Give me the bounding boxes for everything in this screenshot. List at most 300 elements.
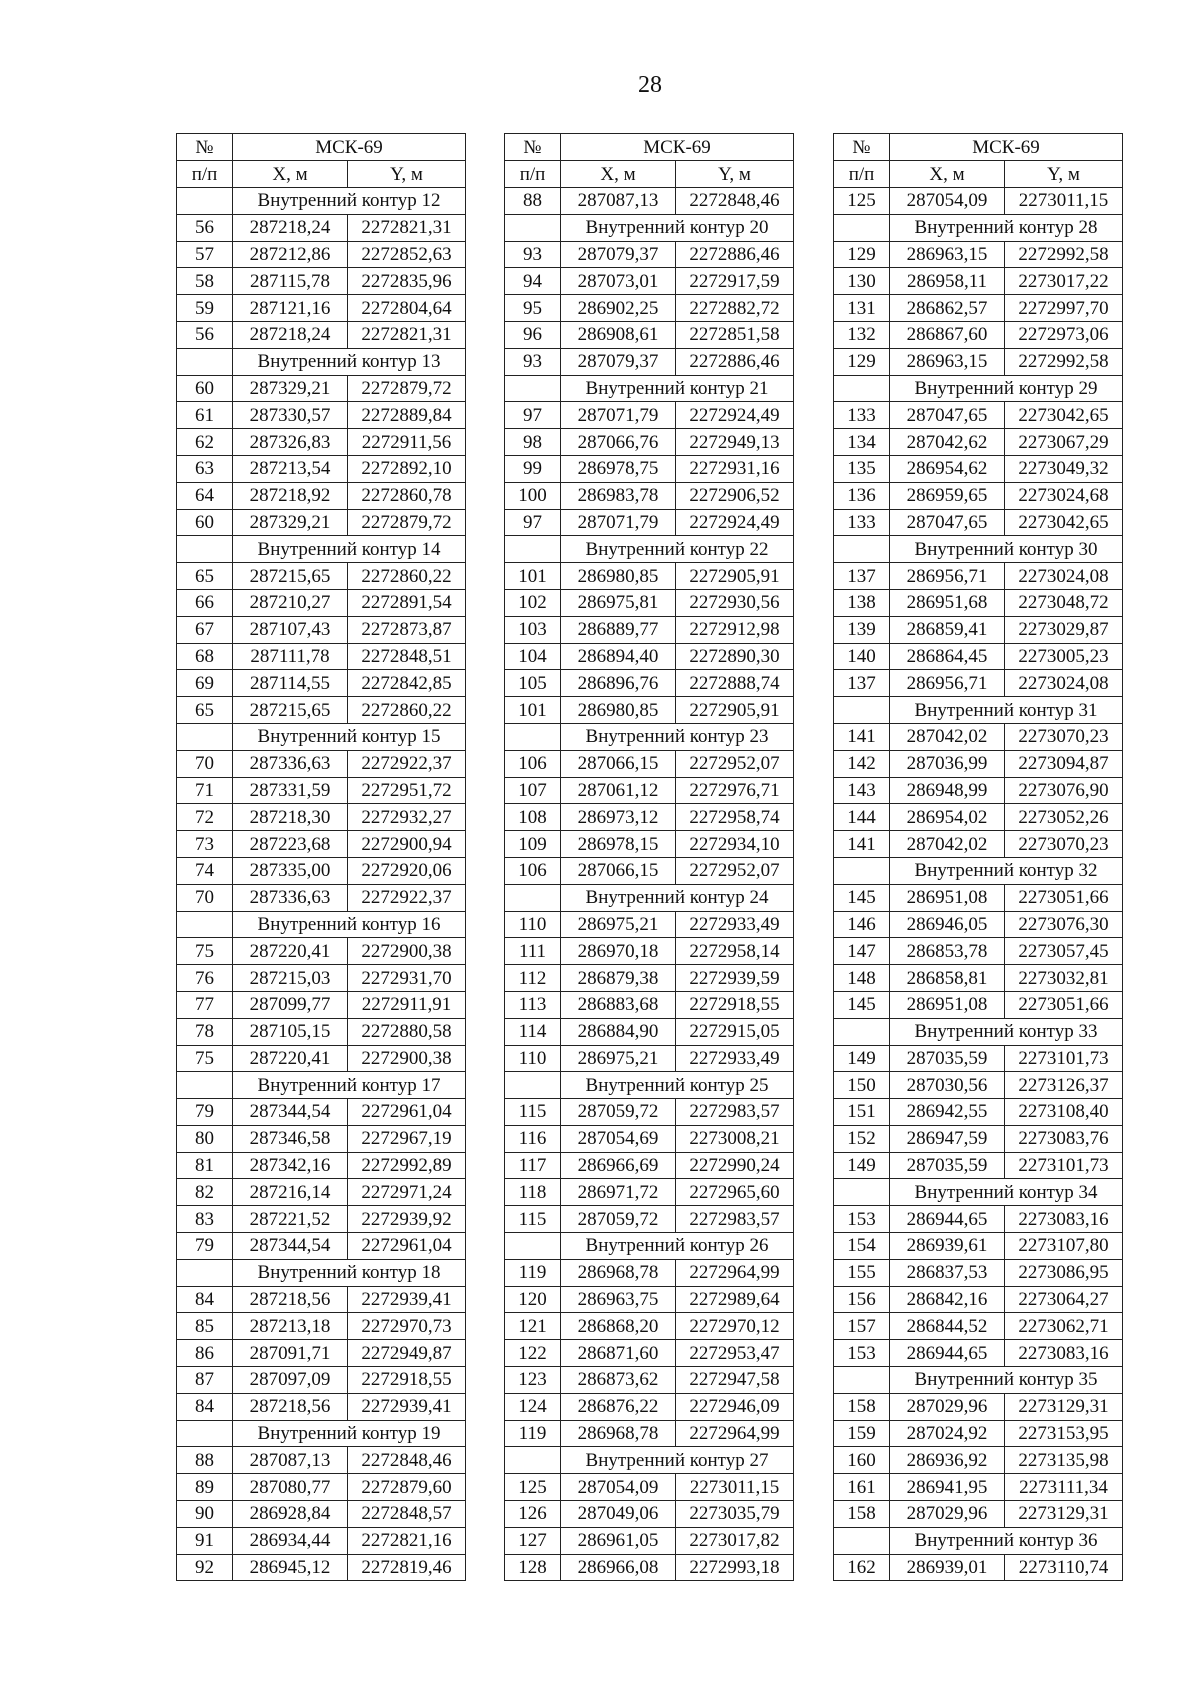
x-coordinate-cell: 287071,79 [561,509,676,536]
point-number-cell: 94 [505,268,561,295]
y-coordinate-cell: 2272971,24 [348,1179,466,1206]
table-row [177,214,466,241]
table-row [505,804,794,831]
table-row [505,697,794,724]
y-coordinate-cell: 2272912,98 [676,616,794,643]
point-number-cell: 141 [834,831,890,858]
y-coordinate-cell: 2273083,76 [1005,1125,1123,1152]
table-row [505,938,794,965]
table-row [505,616,794,643]
x-coordinate-cell: 286867,60 [890,321,1005,348]
point-number-cell: 95 [505,295,561,322]
table-row [505,911,794,938]
x-coordinate-cell: 286879,38 [561,965,676,992]
contour-title: Внутренний контур 26 [561,1233,794,1260]
table-row [505,643,794,670]
empty-cell [177,536,233,563]
table-row [177,831,466,858]
point-number-cell: 145 [834,884,890,911]
y-coordinate-cell: 2272970,12 [676,1313,794,1340]
x-coordinate-cell: 286876,22 [561,1393,676,1420]
table-row [834,295,1123,322]
point-number-cell: 110 [505,911,561,938]
table-row [505,268,794,295]
x-coordinate-cell: 287344,54 [233,1099,348,1126]
x-coordinate-cell: 287111,78 [233,643,348,670]
y-coordinate-cell: 2272989,64 [676,1286,794,1313]
empty-cell [177,1259,233,1286]
x-coordinate-cell: 287079,37 [561,241,676,268]
x-coordinate-cell: 287218,30 [233,804,348,831]
y-coordinate-cell: 2273083,16 [1005,1340,1123,1367]
table-row [505,1393,794,1420]
x-coordinate-cell: 286837,53 [890,1259,1005,1286]
contour-header-row [505,375,794,402]
point-number-cell: 156 [834,1286,890,1313]
y-coordinate-cell: 2273062,71 [1005,1313,1123,1340]
y-coordinate-cell: 2272879,72 [348,375,466,402]
y-coordinate-cell: 2272949,13 [676,429,794,456]
x-coordinate-cell: 286945,12 [233,1554,348,1581]
y-coordinate-cell: 2272886,46 [676,348,794,375]
x-coordinate-cell: 286859,41 [890,616,1005,643]
point-number-cell: 79 [177,1099,233,1126]
point-number-cell: 137 [834,563,890,590]
x-coordinate-cell: 286978,75 [561,455,676,482]
table-row [834,1206,1123,1233]
y-coordinate-cell: 2272964,99 [676,1259,794,1286]
point-number-cell: 88 [177,1447,233,1474]
empty-cell [505,1233,561,1260]
y-coordinate-cell: 2273126,37 [1005,1072,1123,1099]
table-row [834,321,1123,348]
table-row [834,1340,1123,1367]
y-coordinate-cell: 2273008,21 [676,1125,794,1152]
x-coordinate-cell: 287024,92 [890,1420,1005,1447]
empty-cell [505,214,561,241]
empty-cell [834,214,890,241]
y-coordinate-cell: 2272917,59 [676,268,794,295]
empty-cell [834,1179,890,1206]
point-number-cell: 103 [505,616,561,643]
y-coordinate-cell: 2272821,31 [348,321,466,348]
x-header: X, м [890,161,1005,188]
table-row [177,938,466,965]
point-number-cell: 158 [834,1501,890,1528]
table-row [177,1313,466,1340]
point-number-cell: 57 [177,241,233,268]
table-row [505,1125,794,1152]
x-coordinate-cell: 286975,21 [561,1045,676,1072]
empty-cell [834,536,890,563]
x-coordinate-cell: 287335,00 [233,857,348,884]
y-coordinate-cell: 2272924,49 [676,402,794,429]
x-coordinate-cell: 286966,08 [561,1554,676,1581]
empty-cell [177,188,233,215]
point-number-cell: 144 [834,804,890,831]
y-coordinate-cell: 2272953,47 [676,1340,794,1367]
point-number-cell: 101 [505,563,561,590]
y-coordinate-cell: 2273005,23 [1005,643,1123,670]
x-coordinate-cell: 287218,56 [233,1286,348,1313]
contour-header-row [177,723,466,750]
table-row [177,429,466,456]
y-coordinate-cell: 2273110,74 [1005,1554,1123,1581]
table-row [177,1367,466,1394]
x-coordinate-cell: 286970,18 [561,938,676,965]
x-coordinate-cell: 287047,65 [890,509,1005,536]
table-row [177,1206,466,1233]
empty-cell [834,857,890,884]
table-row [177,295,466,322]
point-number-cell: 73 [177,831,233,858]
y-coordinate-cell: 2272939,92 [348,1206,466,1233]
x-coordinate-cell: 286963,15 [890,348,1005,375]
point-number-cell: 151 [834,1099,890,1126]
point-number-cell: 93 [505,348,561,375]
x-coordinate-cell: 287036,99 [890,750,1005,777]
point-number-cell: 119 [505,1259,561,1286]
table-row [834,911,1123,938]
table-row [834,1072,1123,1099]
num-header-bottom: п/п [834,161,890,188]
y-coordinate-cell: 2272967,19 [348,1125,466,1152]
x-coordinate-cell: 286884,90 [561,1018,676,1045]
x-coordinate-cell: 286853,78 [890,938,1005,965]
y-coordinate-cell: 2272997,70 [1005,295,1123,322]
contour-header-row [505,723,794,750]
point-number-cell: 133 [834,402,890,429]
point-number-cell: 84 [177,1393,233,1420]
contour-title: Внутренний контур 34 [890,1179,1123,1206]
y-coordinate-cell: 2273129,31 [1005,1393,1123,1420]
x-coordinate-cell: 287210,27 [233,589,348,616]
y-coordinate-cell: 2272852,63 [348,241,466,268]
contour-header-row [505,1072,794,1099]
x-coordinate-cell: 287054,09 [561,1474,676,1501]
point-number-cell: 63 [177,455,233,482]
table-row [834,429,1123,456]
table-row [505,670,794,697]
y-coordinate-cell: 2272905,91 [676,697,794,724]
empty-cell [177,1420,233,1447]
table-row [505,348,794,375]
table-row [834,831,1123,858]
contour-header-row [177,536,466,563]
contour-title: Внутренний контур 33 [890,1018,1123,1045]
point-number-cell: 142 [834,750,890,777]
point-number-cell: 121 [505,1313,561,1340]
empty-cell [834,1018,890,1045]
point-number-cell: 76 [177,965,233,992]
table-row [177,1286,466,1313]
point-number-cell: 113 [505,991,561,1018]
point-number-cell: 62 [177,429,233,456]
y-coordinate-cell: 2272918,55 [348,1367,466,1394]
y-coordinate-cell: 2272848,57 [348,1501,466,1528]
x-coordinate-cell: 286941,95 [890,1474,1005,1501]
point-number-cell: 122 [505,1340,561,1367]
contour-title: Внутренний контур 29 [890,375,1123,402]
point-number-cell: 56 [177,321,233,348]
y-coordinate-cell: 2273064,27 [1005,1286,1123,1313]
x-coordinate-cell: 287029,96 [890,1501,1005,1528]
y-coordinate-cell: 2272952,07 [676,750,794,777]
point-number-cell: 143 [834,777,890,804]
x-coordinate-cell: 287329,21 [233,375,348,402]
y-coordinate-cell: 2273017,82 [676,1527,794,1554]
table-row [177,616,466,643]
y-coordinate-cell: 2272900,94 [348,831,466,858]
empty-cell [834,1527,890,1554]
table-row [505,1206,794,1233]
y-coordinate-cell: 2272879,72 [348,509,466,536]
point-number-cell: 137 [834,670,890,697]
contour-title: Внутренний контур 24 [561,884,794,911]
y-coordinate-cell: 2272922,37 [348,750,466,777]
y-coordinate-cell: 2272932,27 [348,804,466,831]
x-coordinate-cell: 287049,06 [561,1501,676,1528]
x-coordinate-cell: 286971,72 [561,1179,676,1206]
point-number-cell: 65 [177,697,233,724]
point-number-cell: 140 [834,643,890,670]
y-coordinate-cell: 2273111,34 [1005,1474,1123,1501]
table-row [177,241,466,268]
y-coordinate-cell: 2272949,87 [348,1340,466,1367]
y-coordinate-cell: 2272821,16 [348,1527,466,1554]
system-header: МСК-69 [890,134,1123,161]
point-number-cell: 159 [834,1420,890,1447]
table-row [834,1045,1123,1072]
y-coordinate-cell: 2272851,58 [676,321,794,348]
point-number-cell: 98 [505,429,561,456]
x-coordinate-cell: 286844,52 [890,1313,1005,1340]
y-coordinate-cell: 2273029,87 [1005,616,1123,643]
x-coordinate-cell: 287216,14 [233,1179,348,1206]
x-coordinate-cell: 286961,05 [561,1527,676,1554]
contour-header-row [834,1179,1123,1206]
table-row [834,348,1123,375]
table-row [505,482,794,509]
table-row [834,188,1123,215]
x-coordinate-cell: 287059,72 [561,1206,676,1233]
table-row [505,750,794,777]
y-coordinate-cell: 2272886,46 [676,241,794,268]
x-coordinate-cell: 286873,62 [561,1367,676,1394]
y-coordinate-cell: 2272848,51 [348,643,466,670]
contour-title: Внутренний контур 21 [561,375,794,402]
table-row [177,1554,466,1581]
point-number-cell: 134 [834,429,890,456]
table-row [834,616,1123,643]
y-coordinate-cell: 2273083,16 [1005,1206,1123,1233]
table-row [834,482,1123,509]
y-coordinate-cell: 2272992,89 [348,1152,466,1179]
contour-header-row [177,348,466,375]
y-coordinate-cell: 2273153,95 [1005,1420,1123,1447]
y-coordinate-cell: 2273042,65 [1005,509,1123,536]
point-number-cell: 99 [505,455,561,482]
point-number-cell: 130 [834,268,890,295]
contour-title: Внутренний контур 20 [561,214,794,241]
y-coordinate-cell: 2272888,74 [676,670,794,697]
y-coordinate-cell: 2272924,49 [676,509,794,536]
x-coordinate-cell: 286963,15 [890,241,1005,268]
empty-cell [177,348,233,375]
point-number-cell: 147 [834,938,890,965]
point-number-cell: 91 [177,1527,233,1554]
contour-title: Внутренний контур 13 [233,348,466,375]
y-coordinate-cell: 2273076,30 [1005,911,1123,938]
y-coordinate-cell: 2272915,05 [676,1018,794,1045]
empty-cell [177,1072,233,1099]
table-row [177,697,466,724]
y-coordinate-cell: 2272880,58 [348,1018,466,1045]
x-coordinate-cell: 287115,78 [233,268,348,295]
empty-cell [834,375,890,402]
y-coordinate-cell: 2272882,72 [676,295,794,322]
y-header: Y, м [676,161,794,188]
y-coordinate-cell: 2272918,55 [676,991,794,1018]
point-number-cell: 141 [834,723,890,750]
x-coordinate-cell: 287215,03 [233,965,348,992]
y-coordinate-cell: 2272900,38 [348,938,466,965]
x-coordinate-cell: 286842,16 [890,1286,1005,1313]
contour-header-row [177,188,466,215]
y-header: Y, м [1005,161,1123,188]
page-number: 28 [638,72,662,98]
y-coordinate-cell: 2272939,59 [676,965,794,992]
contour-header-row [834,857,1123,884]
x-coordinate-cell: 287087,13 [561,188,676,215]
x-coordinate-cell: 287212,86 [233,241,348,268]
x-coordinate-cell: 286936,92 [890,1447,1005,1474]
table-row [505,1501,794,1528]
empty-cell [505,536,561,563]
point-number-cell: 70 [177,750,233,777]
table-row [177,1179,466,1206]
table-row [177,563,466,590]
point-number-cell: 109 [505,831,561,858]
contour-title: Внутренний контур 12 [233,188,466,215]
point-number-cell: 158 [834,1393,890,1420]
y-coordinate-cell: 2273108,40 [1005,1099,1123,1126]
point-number-cell: 129 [834,241,890,268]
table-row [834,241,1123,268]
x-coordinate-cell: 287336,63 [233,750,348,777]
table-row [834,455,1123,482]
table-row [505,831,794,858]
point-number-cell: 131 [834,295,890,322]
table-row [177,482,466,509]
point-number-cell: 97 [505,509,561,536]
x-coordinate-cell: 287099,77 [233,991,348,1018]
table-row [505,965,794,992]
y-coordinate-cell: 2272821,31 [348,214,466,241]
point-number-cell: 118 [505,1179,561,1206]
x-coordinate-cell: 287218,56 [233,1393,348,1420]
y-coordinate-cell: 2272965,60 [676,1179,794,1206]
y-coordinate-cell: 2273070,23 [1005,831,1123,858]
x-coordinate-cell: 286954,62 [890,455,1005,482]
point-number-cell: 161 [834,1474,890,1501]
x-coordinate-cell: 287066,76 [561,429,676,456]
x-coordinate-cell: 287218,24 [233,321,348,348]
point-number-cell: 77 [177,991,233,1018]
contour-title: Внутренний контур 27 [561,1447,794,1474]
x-coordinate-cell: 287042,62 [890,429,1005,456]
x-coordinate-cell: 287029,96 [890,1393,1005,1420]
table-row [505,402,794,429]
table-row [177,777,466,804]
y-coordinate-cell: 2272905,91 [676,563,794,590]
contour-title: Внутренний контур 18 [233,1259,466,1286]
y-coordinate-cell: 2273094,87 [1005,750,1123,777]
contour-header-row [834,214,1123,241]
point-number-cell: 70 [177,884,233,911]
point-number-cell: 93 [505,241,561,268]
y-coordinate-cell: 2273129,31 [1005,1501,1123,1528]
point-number-cell: 90 [177,1501,233,1528]
x-coordinate-cell: 287054,69 [561,1125,676,1152]
point-number-cell: 75 [177,938,233,965]
y-coordinate-cell: 2273049,32 [1005,455,1123,482]
table-row [834,1393,1123,1420]
y-coordinate-cell: 2273086,95 [1005,1259,1123,1286]
y-coordinate-cell: 2272804,64 [348,295,466,322]
point-number-cell: 120 [505,1286,561,1313]
empty-cell [505,375,561,402]
table-row [505,1313,794,1340]
point-number-cell: 124 [505,1393,561,1420]
y-coordinate-cell: 2273032,81 [1005,965,1123,992]
table-row [177,1474,466,1501]
x-coordinate-cell: 287331,59 [233,777,348,804]
y-coordinate-cell: 2272891,54 [348,589,466,616]
x-coordinate-cell: 286973,12 [561,804,676,831]
x-coordinate-cell: 287105,15 [233,1018,348,1045]
point-number-cell: 115 [505,1206,561,1233]
contour-title: Внутренний контур 23 [561,723,794,750]
y-coordinate-cell: 2272819,46 [348,1554,466,1581]
y-coordinate-cell: 2272873,87 [348,616,466,643]
table-row [505,1554,794,1581]
system-header: МСК-69 [561,134,794,161]
point-number-cell: 135 [834,455,890,482]
y-coordinate-cell: 2272939,41 [348,1286,466,1313]
y-coordinate-cell: 2272879,60 [348,1474,466,1501]
table-row [505,1474,794,1501]
y-coordinate-cell: 2272939,41 [348,1393,466,1420]
point-number-cell: 149 [834,1045,890,1072]
table-row [834,884,1123,911]
x-coordinate-cell: 287042,02 [890,831,1005,858]
y-coordinate-cell: 2272993,18 [676,1554,794,1581]
point-number-cell: 123 [505,1367,561,1394]
table-row [177,965,466,992]
table-row [834,1474,1123,1501]
point-number-cell: 127 [505,1527,561,1554]
table-row [177,1152,466,1179]
x-header: X, м [233,161,348,188]
point-number-cell: 81 [177,1152,233,1179]
table-row [177,509,466,536]
point-number-cell: 83 [177,1206,233,1233]
empty-cell [505,1072,561,1099]
point-number-cell: 162 [834,1554,890,1581]
point-number-cell: 128 [505,1554,561,1581]
table-row [834,723,1123,750]
